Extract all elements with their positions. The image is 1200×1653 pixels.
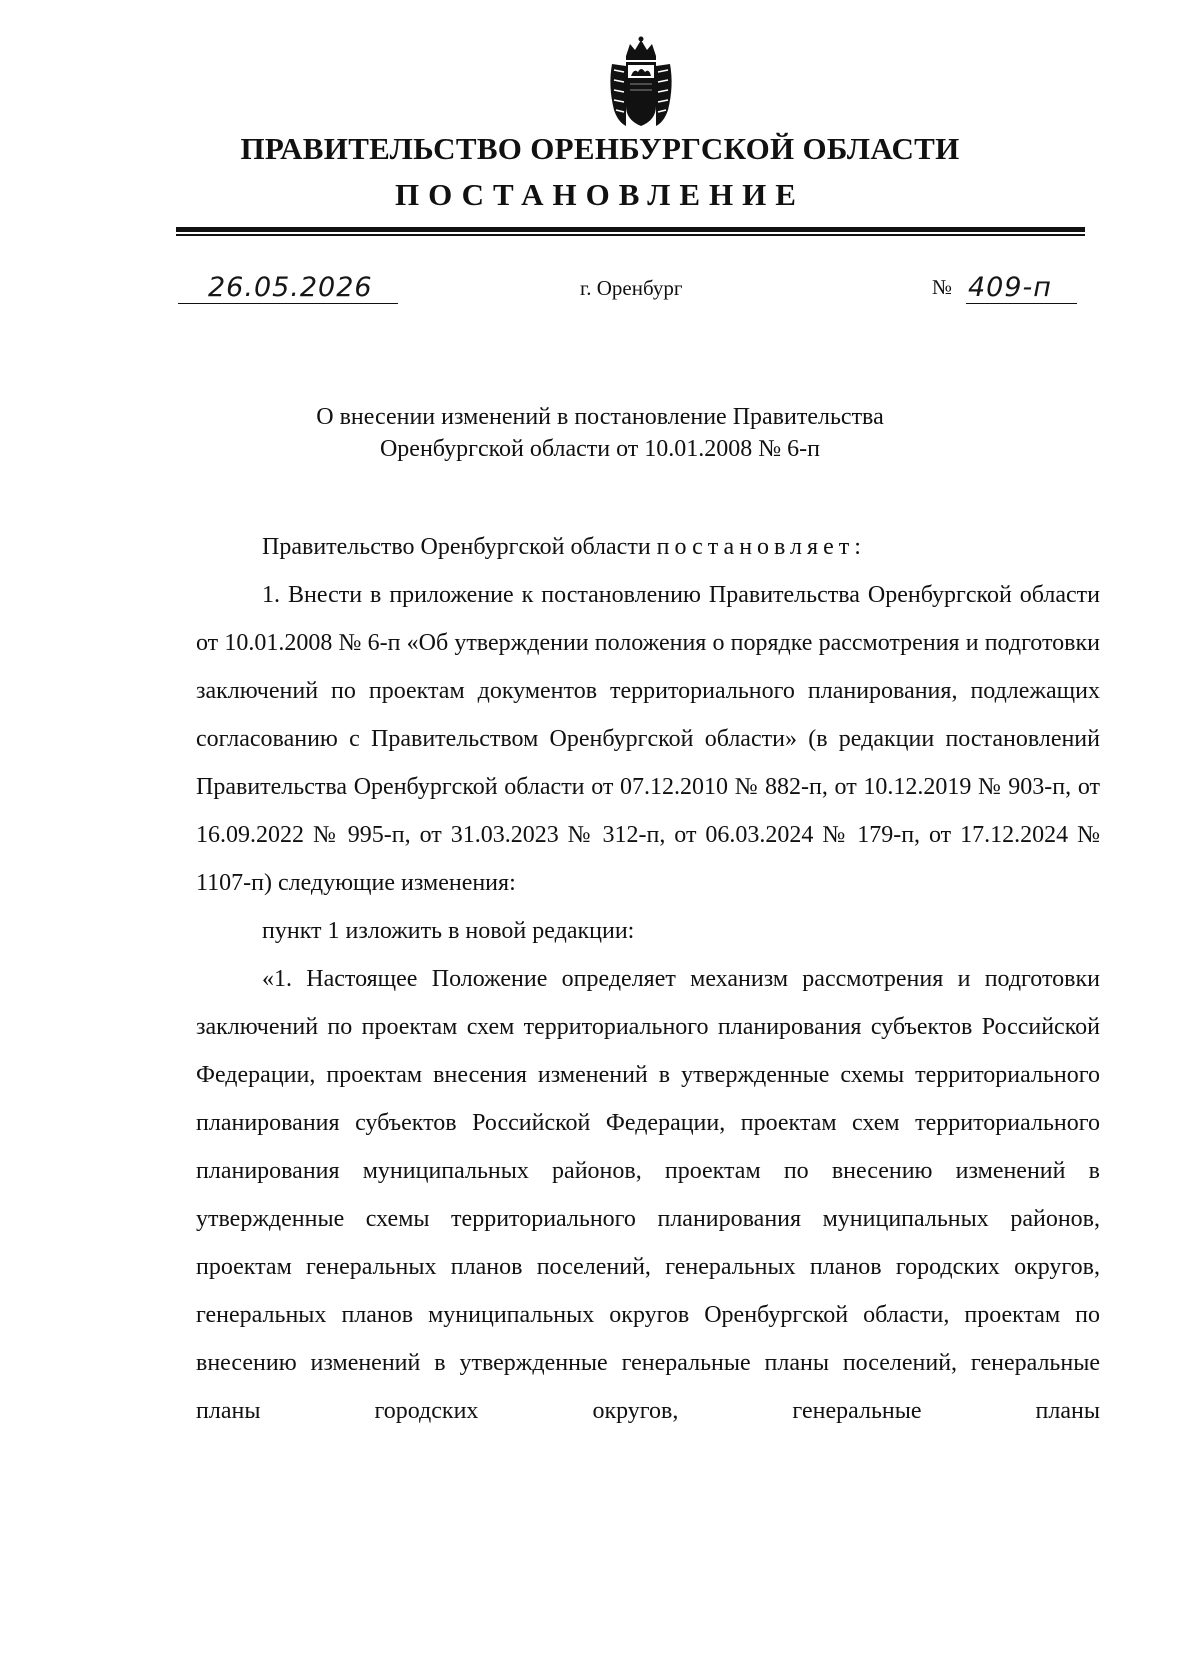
document-type-title: ПОСТАНОВЛЕНИЕ [395,177,805,212]
intro-paragraph [196,523,1100,571]
subject-line-1: О внесении изменений в постановление Правительства [316,404,884,430]
paragraph-1: 1. Внести в приложение к постановлению Правительства Оренбургской области от 10.01.2008 № 6-п «Об утверждении положения о порядке рассмотрения и подготовки заключений по проектам документов территориального планирования, подлежащих согласованию с Правительством Оренбургской области» (в редакции постановлений Правительства Оренбургской области от 07.12.2010 № 882-п, от 10.12.2019 № 903-п, от 16.09.2022 № 995-п, от 31.03.2023 № 312-п, от 06.03.2024 № 179-п, от 17.12.2024 № 1107-п) следующие изменения: [196,582,1100,896]
number-sign: № [932,275,953,299]
document-number-field [932,268,1077,308]
number-underline [966,303,1077,305]
document-body [196,523,1100,1435]
subject-line-2: Оренбургской области от 10.01.2008 № 6-п [379,436,821,462]
intro-verb: постановляет: [656,534,866,560]
document-subject [0,401,1200,465]
date-field [178,268,398,308]
government-title: ПРАВИТЕЛЬСТВО ОРЕНБУРГСКОЙ ОБЛАСТИ [240,131,960,166]
city-label: г. Оренбург [580,276,683,300]
paragraph-3: «1. Настоящее Положение определяет механизм рассмотрения и подготовки заключений по проектам схем территориального планирования субъектов Российской Федерации, проектам внесения изменений в утвержденные схемы территориального планирования субъектов Российской Федерации, проектам схем территориального планирования муниципальных районов, проектам по внесению изменений в утвержденные схемы территориального планирования муниципальных районов, проектам генеральных планов поселений, генеральных планов городских округов, генеральных планов муниципальных округов Оренбургской области, проектам по внесению изменений в утвержденные генеральные планы поселений, генеральные планы городских округов, генеральные планы [196,966,1100,1424]
date-underline [178,303,398,305]
paragraph-2: пункт 1 изложить в новой редакции: [262,918,635,944]
handwritten-number: 409-п [968,272,1052,303]
coat-of-arms-emblem [604,36,678,130]
intro-lead: Правительство Оренбургской области [262,534,651,560]
header-rule-thick [176,227,1085,232]
header-rule-thin [176,234,1085,236]
handwritten-date: 26.05.2026 [208,272,373,303]
